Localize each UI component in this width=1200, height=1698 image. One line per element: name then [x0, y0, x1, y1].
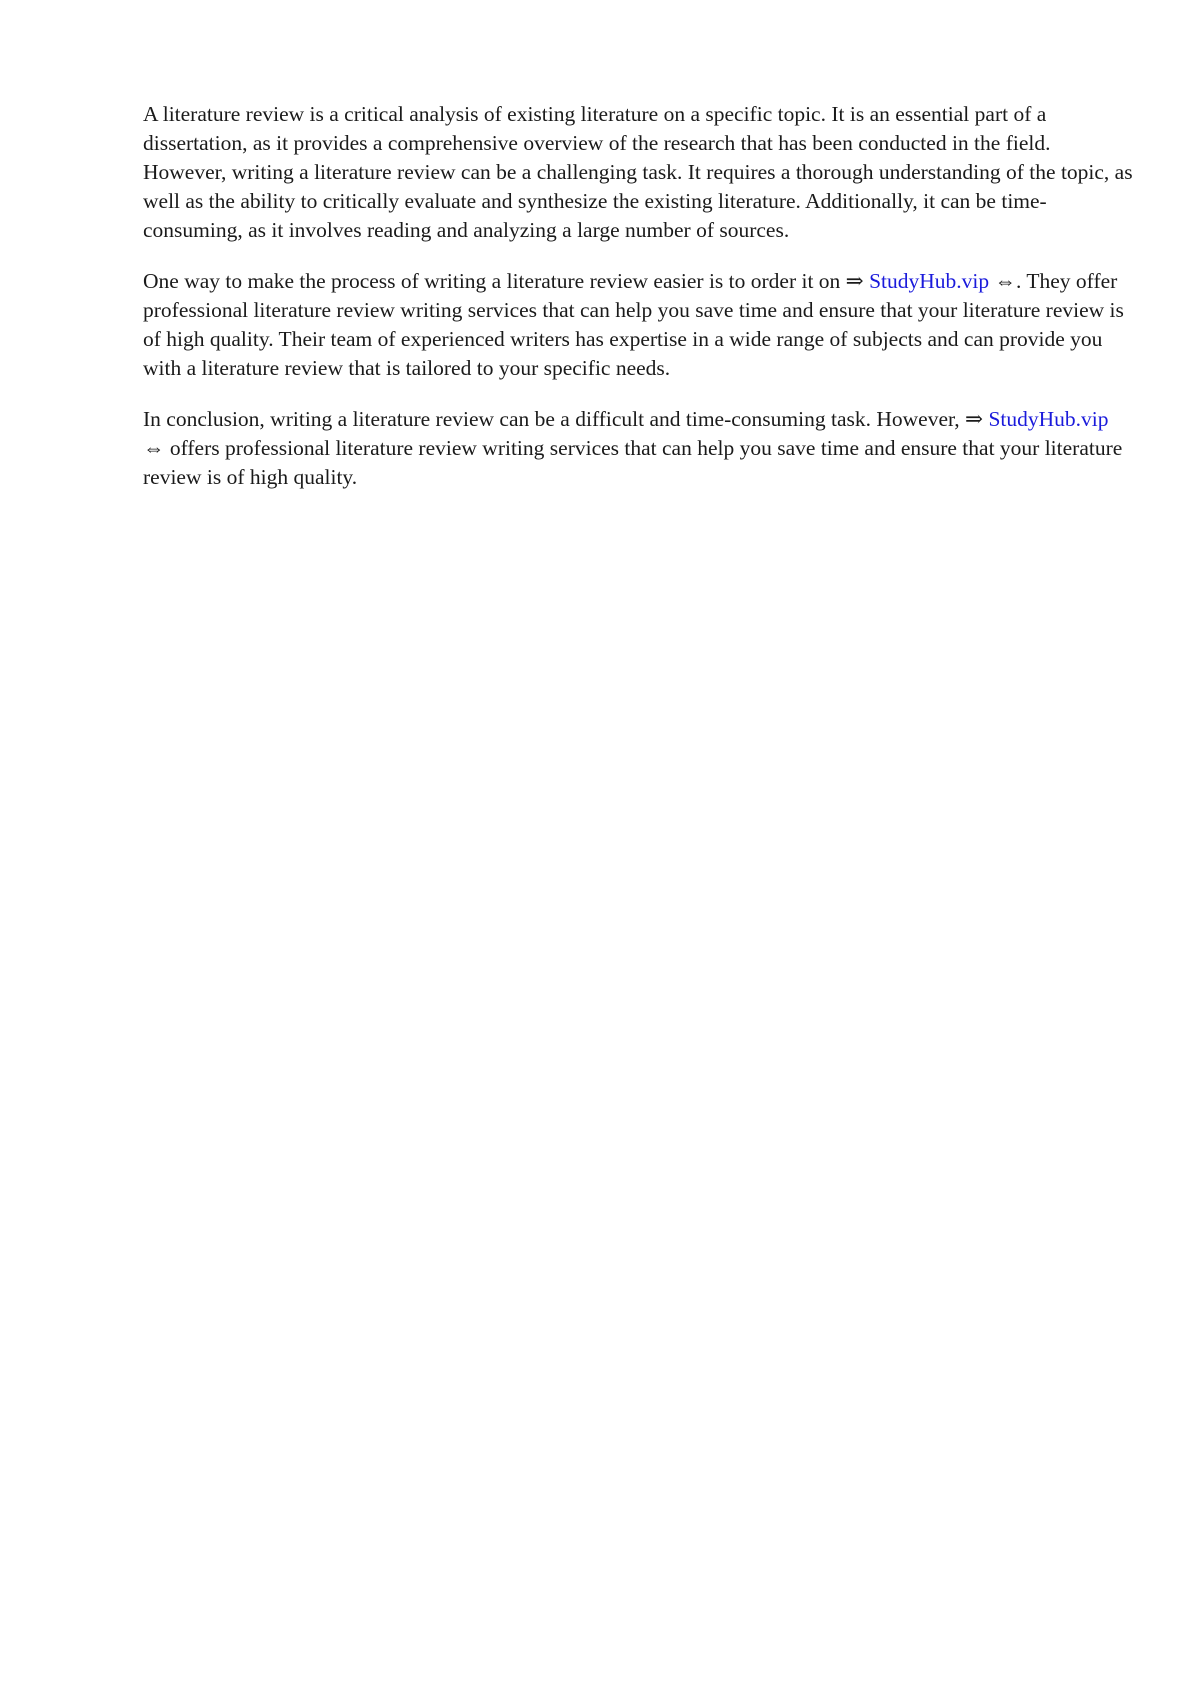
paragraph-offer-text-after: ⇔. They offer professional literature review writing services that can help you save time and ensure that your literature review is of high quality. Their team of experienced writers has expertise in a wide range of subjects and can provide you with a literature review that is tailored to your specific needs.: [143, 269, 1124, 380]
paragraph-offer-text-before: One way to make the process of writing a literature review easier is to order it on ⇒: [143, 269, 870, 293]
paragraph-conclusion-text-before: In conclusion, writing a literature review can be a difficult and time-consuming task. However, ⇒: [143, 407, 989, 431]
paragraph-intro: A literature review is a critical analysis of existing literature on a specific topic. It is an essential part of a dissertation, as it provides a comprehensive overview of the research that has been conducted in the field. However, writing a literature review can be a challenging task. It requires a thorough understanding of the topic, as well as the ability to critically evaluate and synthesize the existing literature. Additionally, it can be time-consuming, as it involves reading and analyzing a large number of sources.: [143, 102, 1133, 242]
paragraph-conclusion: [143, 405, 1133, 492]
studyhub-link[interactable]: StudyHub.vip: [869, 269, 990, 293]
document-body: [143, 100, 1133, 514]
paragraph-offer: [143, 267, 1133, 383]
studyhub-link-conclusion[interactable]: StudyHub.vip: [988, 407, 1109, 431]
paragraph-conclusion-text-after: ⇔ offers professional literature review writing services that can help you save time and ensure that your literature review is of high quality.: [143, 436, 1123, 489]
